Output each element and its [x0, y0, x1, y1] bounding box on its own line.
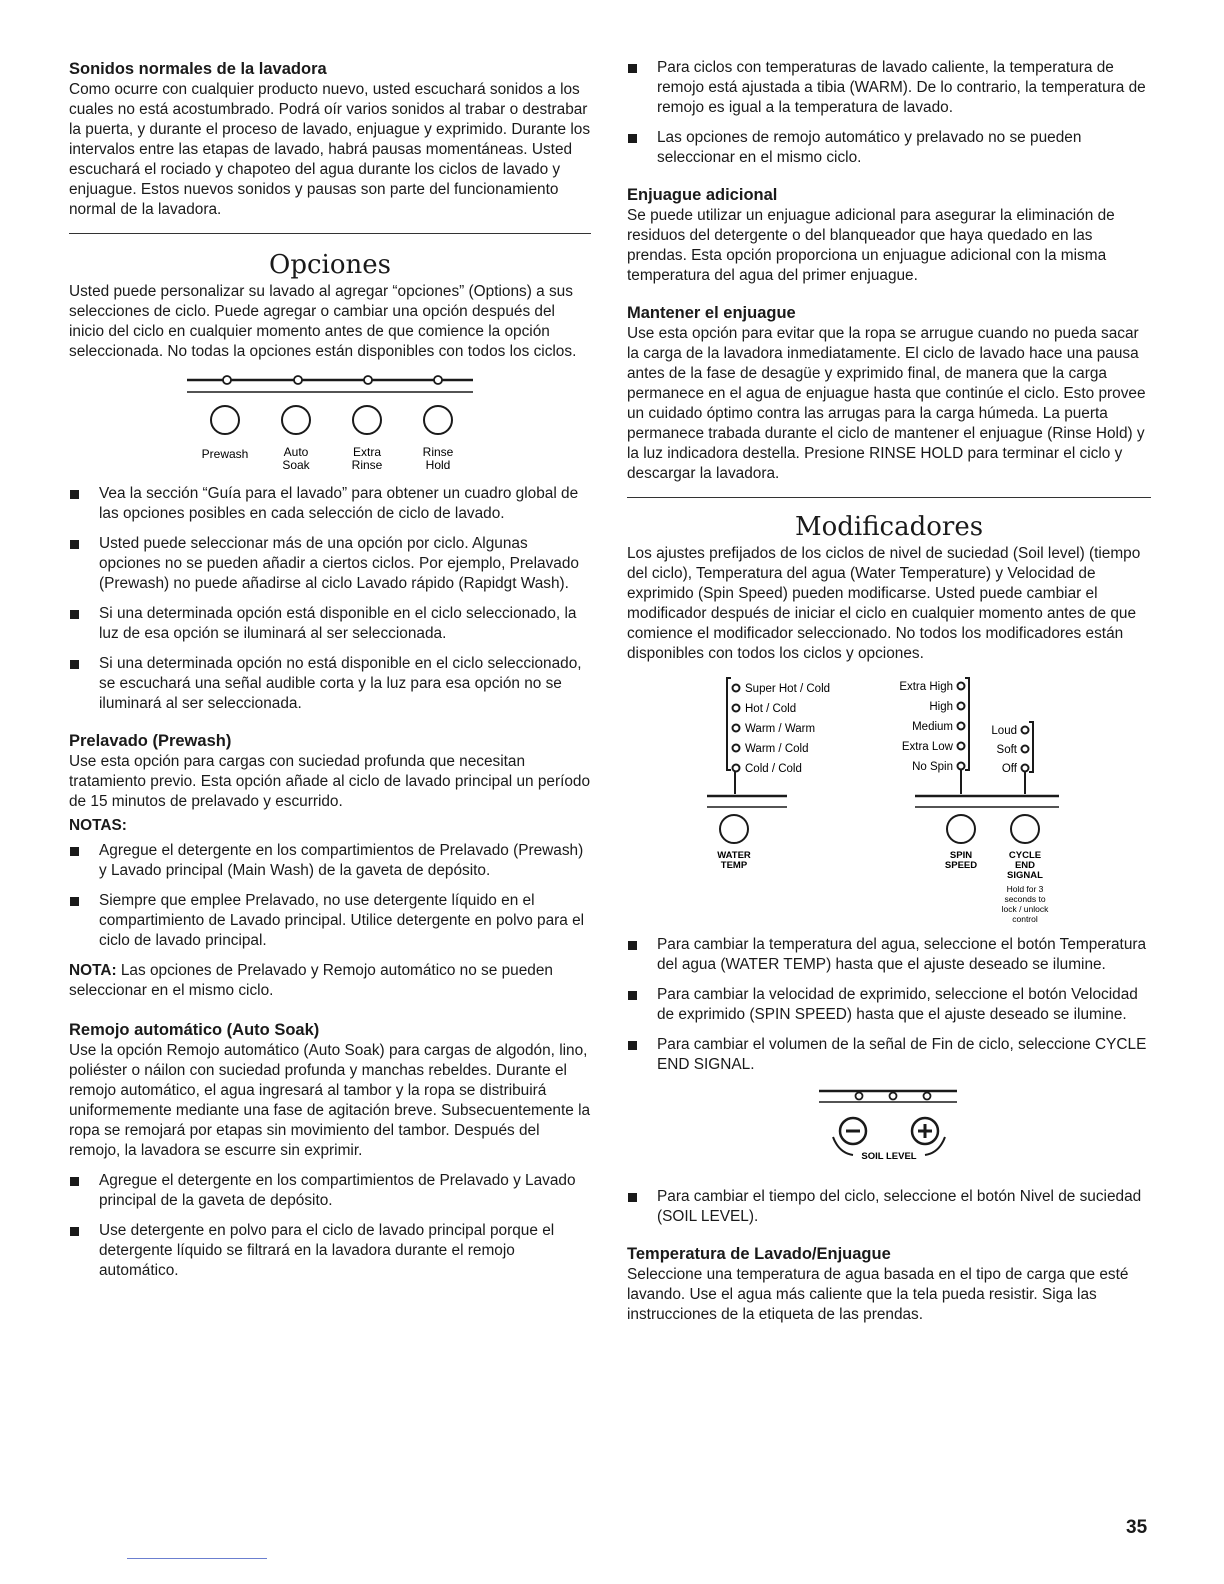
soil-level-diagram [627, 1085, 1151, 1171]
temperature-heading: Temperatura de Lavado/Enjuague [627, 1245, 891, 1263]
water-temp-option: Cold / Cold [745, 763, 802, 775]
list-item: Use detergente en polvo para el ciclo de lavado principal porque el detergente líquido se filtrará en la lavadora durante el remojo automático. [69, 1221, 591, 1281]
water-temp-label: TEMP [720, 860, 748, 871]
water-temp-light [733, 765, 740, 772]
soil-level-down-button[interactable] [840, 1118, 866, 1144]
modifiers-bullet-list [627, 935, 1151, 1075]
prewash-label: Prewash [201, 447, 249, 461]
rinse-hold-body: Use esta opción para evitar que la ropa se arrugue cuando no pueda sacar la carga de la lavadora inmediatamente. El ciclo de lavado hace una pausa antes de la fase de desagüe y exprimido final, de manera que la carga permanece en el agua de enjuague hasta que continúe el ciclo. Esto provee un cuidado óptimo contra las arrugas para la carga húmeda. La puerta permanece trabada durante el ciclo de mantener el enjuague (Rinse Hold) y la luz indicadora destella. Presione RINSE HOLD para terminar el ciclo y descargar la lavadora. [627, 325, 1146, 482]
list-item: Si una determinada opción está disponible en el ciclo seleccionado, la luz de esa opción se iluminará al ser seleccionada. [69, 604, 591, 644]
signal-light [1022, 727, 1029, 734]
page-number: 35 [1126, 1517, 1148, 1538]
right-column [627, 58, 1151, 1325]
list-item: Las opciones de remojo automático y prelavado no se pueden seleccionar en el mismo ciclo. [627, 128, 1151, 168]
footer-rule [127, 1558, 267, 1559]
auto-soak-label: Soak [282, 458, 310, 472]
option-indicator-light [223, 376, 231, 384]
list-item: Para cambiar la velocidad de exprimido, seleccione el botón Velocidad de exprimido (SPIN SPEED) hasta que el ajuste deseado se ilumine. [627, 985, 1151, 1025]
spin-speed-button[interactable] [947, 815, 975, 843]
signal-option: Off [1001, 763, 1017, 775]
list-item: Agregue el detergente en los compartimientos de Prelavado y Lavado principal de la gaveta de depósito. [69, 1171, 591, 1211]
spin-speed-option: Medium [912, 721, 953, 733]
cycle-end-label: END [1014, 860, 1036, 871]
section-divider [627, 497, 1151, 498]
cycle-end-label: CYCLE [1008, 850, 1042, 861]
soil-level-up-button[interactable] [912, 1118, 938, 1144]
sounds-heading: Sonidos normales de la lavadora [69, 60, 327, 78]
prewash-bullet-list [69, 841, 591, 951]
list-item: Para cambiar el tiempo del ciclo, seleccione el botón Nivel de suciedad (SOIL LEVEL). [627, 1187, 1151, 1227]
cycle-end-label: SIGNAL [1007, 870, 1043, 881]
water-temp-light [733, 685, 740, 692]
auto-soak-button[interactable] [282, 406, 310, 434]
hold-note: Hold for 3 [1006, 884, 1044, 894]
note-label: NOTA: [69, 962, 117, 979]
spin-speed-light [958, 723, 965, 730]
rinse-hold-button[interactable] [424, 406, 452, 434]
extra-rinse-button[interactable] [353, 406, 381, 434]
hold-note: seconds to [1004, 894, 1046, 904]
signal-option: Soft [996, 744, 1017, 756]
options-heading: Opciones [269, 250, 391, 280]
spin-speed-light [958, 743, 965, 750]
signal-option: Loud [991, 725, 1017, 737]
spin-speed-option: No Spin [912, 761, 953, 773]
prewash-note [69, 961, 591, 1001]
water-temp-light [733, 705, 740, 712]
list-item: Para cambiar la temperatura del agua, seleccione el botón Temperatura del agua (WATER TEMP) hasta que el ajuste deseado se ilumine. [627, 935, 1151, 975]
extra-rinse-label: Extra [352, 445, 382, 459]
list-item: Usted puede seleccionar más de una opción por ciclo. Algunas opciones no se pueden añadir a ciertos ciclos. Por ejemplo, Prelavado (Prewash) no puede añadirse al ciclo Lavado rápido (Rapidgt Wash). [69, 534, 591, 594]
spin-speed-light [958, 683, 965, 690]
prewash-body: Use esta opción para cargas con suciedad profunda que necesitan tratamiento previo. Esta opción añade al ciclo de lavado principal un período de 15 minutos de prelavado y escurrido. [69, 753, 591, 810]
soil-level-light [924, 1093, 931, 1100]
spin-speed-label: SPEED [944, 860, 978, 871]
list-item: Para cambiar el volumen de la señal de Fin de ciclo, seleccione CYCLE END SIGNAL. [627, 1035, 1151, 1075]
soil-level-label: SOIL LEVEL [861, 1151, 917, 1162]
water-temp-option: Hot / Cold [745, 703, 797, 715]
cycle-end-signal-button[interactable] [1011, 815, 1039, 843]
soak-bullet-list [627, 58, 1151, 168]
soil-level-light [890, 1093, 897, 1100]
list-item: Vea la sección “Guía para el lavado” para obtener un cuadro global de las opciones posibles en cada selección de ciclo de lavado. [69, 484, 591, 524]
water-temp-light [733, 725, 740, 732]
list-item: Agregue el detergente en los compartimientos de Prelavado (Prewash) y Lavado principal (Main Wash) de la gaveta de depósito. [69, 841, 591, 881]
signal-light [1022, 765, 1029, 772]
extra-rinse-label: Rinse [351, 458, 383, 472]
auto-soak-label: Auto [283, 445, 309, 459]
water-temp-option: Warm / Cold [745, 743, 809, 755]
soil-level-light [856, 1093, 863, 1100]
rinse-hold-label: Hold [425, 458, 451, 472]
options-body: Usted puede personalizar su lavado al agregar “opciones” (Options) a sus selecciones de ciclo. Puede agregar o cambiar una opción después del inicio del ciclo en cualquier momento antes de que comience la opción seleccionada. No todas la opciones están disponibles con todos los ciclos. [69, 283, 577, 360]
spin-speed-light [958, 703, 965, 710]
water-temp-button[interactable] [720, 815, 748, 843]
modifiers-panel-diagram [627, 672, 1151, 927]
soil-level-bullet-list [627, 1187, 1151, 1227]
water-temp-option: Warm / Warm [745, 723, 816, 735]
options-panel-diagram [69, 368, 591, 480]
water-temp-option: Super Hot / Cold [745, 683, 831, 695]
notes-label: NOTAS: [69, 817, 127, 834]
left-column [69, 58, 591, 1281]
auto-soak-heading: Remojo automático (Auto Soak) [69, 1021, 320, 1039]
option-indicator-light [364, 376, 372, 384]
list-item: Siempre que emplee Prelavado, no use detergente líquido en el compartimiento de Lavado principal. Utilice detergente en polvo para el ciclo de lavado principal. [69, 891, 591, 951]
modifiers-body: Los ajustes prefijados de los ciclos de nivel de suciedad (Soil level) (tiempo del ciclo), Temperatura del agua (Water Temperature) y Velocidad de exprimido (Spin Speed) pueden modificarse. Usted puede cambiar el modificador después de iniciar el ciclo en cualquier momento antes de que comience el modificador seleccionado. No todos los modificadores están disponibles con todos los ciclos y opciones. [627, 545, 1141, 662]
water-temp-label: WATER [717, 850, 751, 861]
rinse-hold-heading: Mantener el enjuague [627, 304, 796, 322]
auto-soak-bullet-list [69, 1171, 591, 1281]
section-divider [69, 233, 591, 234]
extra-rinse-heading: Enjuague adicional [627, 186, 778, 204]
rinse-hold-label: Rinse [422, 445, 454, 459]
hold-note: control [1012, 914, 1038, 924]
note-text: Las opciones de Prelavado y Remojo automático no se pueden seleccionar en el mismo ciclo. [69, 962, 553, 999]
water-temp-light [733, 745, 740, 752]
spin-speed-option: Extra High [899, 681, 953, 693]
auto-soak-body: Use la opción Remojo automático (Auto Soak) para cargas de algodón, lino, poliéster o náilon con suciedad profunda y manchas rebeldes. Durante el remojo automático, el agua ingresará al tambor y la ropa se distribuirá uniformemente mediante una fase de agitación breve. Subsecuentemente la ropa se remojará por etapas sin movimiento del tambor. Después del remojo, la lavadora se escurre sin exprimir. [69, 1042, 591, 1159]
spin-speed-option: Extra Low [901, 741, 953, 753]
temperature-body: Seleccione una temperatura de agua basada en el tipo de carga que esté lavando. Use el agua más caliente que la tela pueda resistir. Siga las instrucciones de la etiqueta de las prendas. [627, 1266, 1129, 1323]
sounds-body: Como ocurre con cualquier producto nuevo, usted escuchará sonidos a los cuales no está acostumbrado. Podrá oír varios sonidos al trabar o destrabar la puerta, y durante el proceso de lavado, enjuague y exprimido. Durante los intervalos entre las etapas de lavado, habrá pausas momentáneas. Usted escuchará el rociado y chapoteo del agua durante los ciclos de lavado y enjuague. Estos nuevos sonidos y pausas son parte del funcionamiento normal de la lavadora. [69, 81, 591, 218]
prewash-heading: Prelavado (Prewash) [69, 732, 232, 750]
list-item: Si una determinada opción no está disponible en el ciclo seleccionado, se escuchará una señal audible corta y la luz para esa opción no se iluminará al ser seleccionada. [69, 654, 591, 714]
option-indicator-light [294, 376, 302, 384]
extra-rinse-body: Se puede utilizar un enjuague adicional para asegurar la eliminación de residuos del detergente o del blanqueador que haya quedado en las prendas. Esta opción proporciona un enjuague adicional con la misma temperatura del agua del primer enjuague. [627, 207, 1115, 284]
spin-speed-light [958, 763, 965, 770]
hold-note: lock / unlock [1001, 904, 1049, 914]
spin-speed-option: High [929, 701, 953, 713]
spin-speed-label: SPIN [949, 850, 973, 861]
option-indicator-light [434, 376, 442, 384]
list-item: Para ciclos con temperaturas de lavado caliente, la temperatura de remojo está ajustada a tibia (WARM). De lo contrario, la temperatura de remojo es igual a la temperatura de lavado. [627, 58, 1151, 118]
signal-light [1022, 746, 1029, 753]
options-bullet-list [69, 484, 591, 714]
prewash-button[interactable] [211, 406, 239, 434]
modifiers-heading: Modificadores [794, 512, 984, 542]
